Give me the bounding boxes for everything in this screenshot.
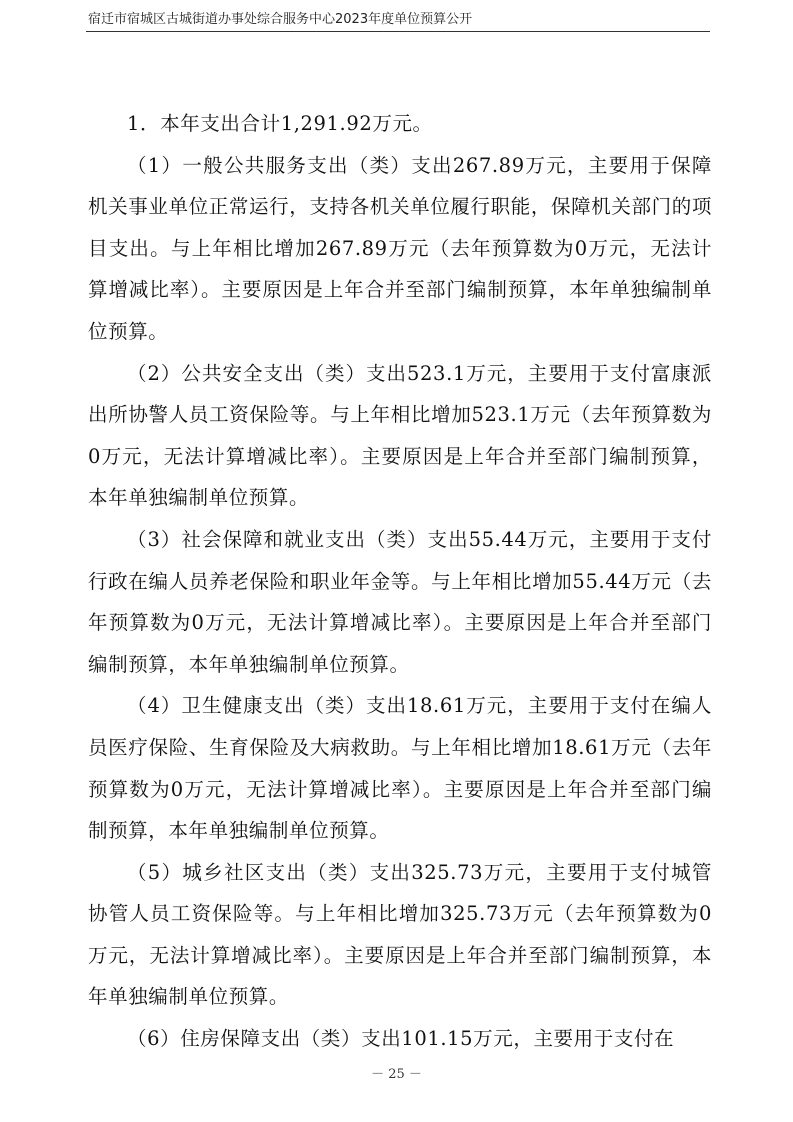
paragraph-health: （4）卫生健康支出（类）支出18.61万元，主要用于支付在编人员医疗保险、生育保险及大病救助。与上年相比增加18.61万元（去年预算数为0万元，无法计算增减比率）。主要原因是上年合并至部门编制预算，本年单独编制单位预算。 (88, 694, 712, 843)
page-header: 宿迁市宿城区古城街道办事处综合服务中心2023年度单位预算公开 (88, 12, 473, 27)
paragraph-public-security: （2）公共安全支出（类）支出523.1万元，主要用于支付富康派出所协警人员工资保险等。与上年相比增加523.1万元（去年预算数为0万元，无法计算增减比率）。主要原因是上年合并至部门编制预算，本年单独编制单位预算。 (88, 361, 712, 510)
paragraph-housing-security: （6）住房保障支出（类）支出101.15万元，主要用于支付在 (127, 1027, 675, 1051)
paragraph-social-security-employment: （3）社会保障和就业支出（类）支出55.44万元，主要用于支付行政在编人员养老保险和职业年金等。与上年相比增加55.44万元（去年预算数为0万元，无法计算增减比率）。主要原因是上年合并至部门编制预算，本年单独编制单位预算。 (88, 527, 712, 676)
paragraph-total-expenditure: 1．本年支出合计1,291.92万元。 (127, 112, 433, 135)
document-body (88, 103, 712, 1060)
paragraph-urban-rural-community: （5）城乡社区支出（类）支出325.73万元，主要用于支付城管协管人员工资保险等。与上年相比增加325.73万元（去年预算数为0万元，无法计算增减比率）。主要原因是上年合并至部门编制预算，本年单独编制单位预算。 (88, 860, 713, 1009)
page-number: － 25 － (371, 1067, 422, 1082)
header-divider (86, 31, 710, 32)
paragraph-general-public-services: （1）一般公共服务支出（类）支出267.89万元，主要用于保障机关事业单位正常运行，支持各机关单位履行职能，保障机关部门的项目支出。与上年相比增加267.89万元（去年预算数为0万元，无法计算增减比率）。主要原因是上年合并至部门编制预算，本年单独编制单位预算。 (88, 153, 712, 343)
